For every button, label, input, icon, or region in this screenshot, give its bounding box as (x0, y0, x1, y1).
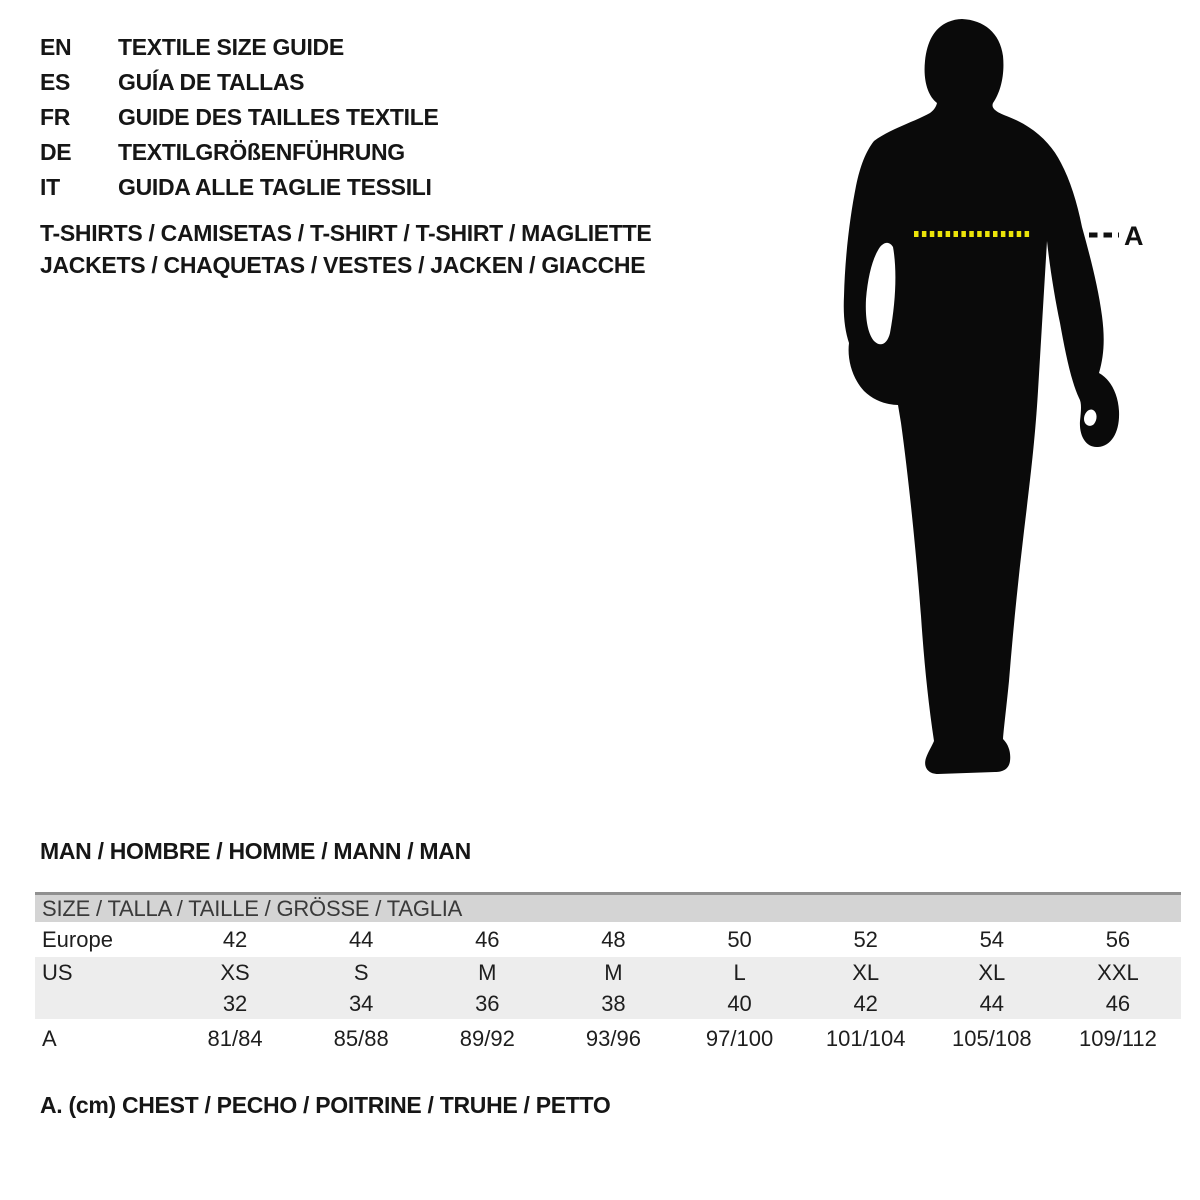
size-cell: 44 (348, 926, 374, 952)
size-cell: XL (978, 960, 1006, 985)
table-row (35, 922, 1181, 957)
size-cell: M (478, 960, 497, 985)
language-code: ES (40, 69, 71, 95)
size-table-header: SIZE / TALLA / TAILLE / GRÖSSE / TAGLIA (35, 892, 1181, 922)
man-silhouette-figure (820, 10, 1160, 790)
language-list (40, 30, 439, 205)
size-cell: 40 (727, 991, 752, 1016)
measurement-footnote: A. (cm) CHEST / PECHO / POITRINE / TRUHE / PETTO (40, 1092, 611, 1118)
measure-label-a: A (1124, 221, 1144, 251)
size-cell: 34 (348, 991, 374, 1016)
language-code: IT (40, 174, 60, 200)
language-code: DE (40, 139, 72, 165)
table-row (35, 989, 1181, 1019)
size-table (35, 892, 1181, 1059)
size-cell: S (353, 960, 369, 985)
size-cell: L (733, 960, 746, 985)
row-label: US (42, 960, 73, 985)
size-cell: XL (852, 960, 880, 985)
size-cell: 42 (222, 926, 248, 952)
category-line: T-SHIRTS / CAMISETAS / T-SHIRT / T-SHIRT / MAGLIETTE (40, 220, 652, 246)
size-cell: 32 (222, 991, 248, 1016)
size-cell: XXL (1097, 960, 1139, 985)
size-cell: 85/88 (333, 1026, 389, 1051)
language-label: TEXTILGRÖßENFÜHRUNG (118, 139, 405, 165)
language-label: TEXTILE SIZE GUIDE (118, 34, 344, 60)
man-silhouette (844, 19, 1119, 774)
size-cell: 105/108 (952, 1026, 1032, 1051)
category-line: JACKETS / CHAQUETAS / VESTES / JACKEN / GIACCHE (40, 252, 646, 278)
size-cell: 46 (1105, 991, 1131, 1016)
language-label: GUIDE DES TAILLES TEXTILE (118, 104, 439, 130)
size-table-body (35, 922, 1181, 1059)
size-cell: 52 (853, 926, 878, 952)
size-cell: 54 (979, 926, 1005, 952)
size-cell: 109/112 (1078, 1026, 1157, 1051)
section-title: MAN / HOMBRE / HOMME / MANN / MAN (40, 838, 471, 864)
size-cell: XS (220, 960, 250, 985)
size-cell: 89/92 (459, 1026, 515, 1051)
table-row (35, 957, 1181, 989)
category-lines (40, 217, 651, 281)
size-cell: 44 (979, 991, 1005, 1016)
size-cell: 50 (727, 926, 752, 952)
size-cell: 36 (475, 991, 500, 1016)
language-label: GUÍA DE TALLAS (118, 69, 305, 95)
language-code: FR (40, 104, 71, 130)
language-code: EN (40, 34, 72, 60)
size-cell: 38 (601, 991, 626, 1016)
size-cell: 97/100 (705, 1026, 774, 1051)
size-cell: M (604, 960, 623, 985)
language-label: GUIDA ALLE TAGLIE TESSILI (118, 174, 432, 200)
size-cell: 81/84 (207, 1026, 263, 1051)
size-cell: 48 (601, 926, 626, 952)
size-cell: 46 (475, 926, 500, 952)
size-cell: 42 (853, 991, 878, 1016)
row-label: A (42, 1026, 57, 1051)
size-cell: 56 (1105, 926, 1131, 952)
row-label: Europe (42, 926, 113, 952)
size-cell: 93/96 (585, 1026, 641, 1051)
size-cell: 101/104 (825, 1026, 906, 1051)
table-row (35, 1019, 1181, 1059)
